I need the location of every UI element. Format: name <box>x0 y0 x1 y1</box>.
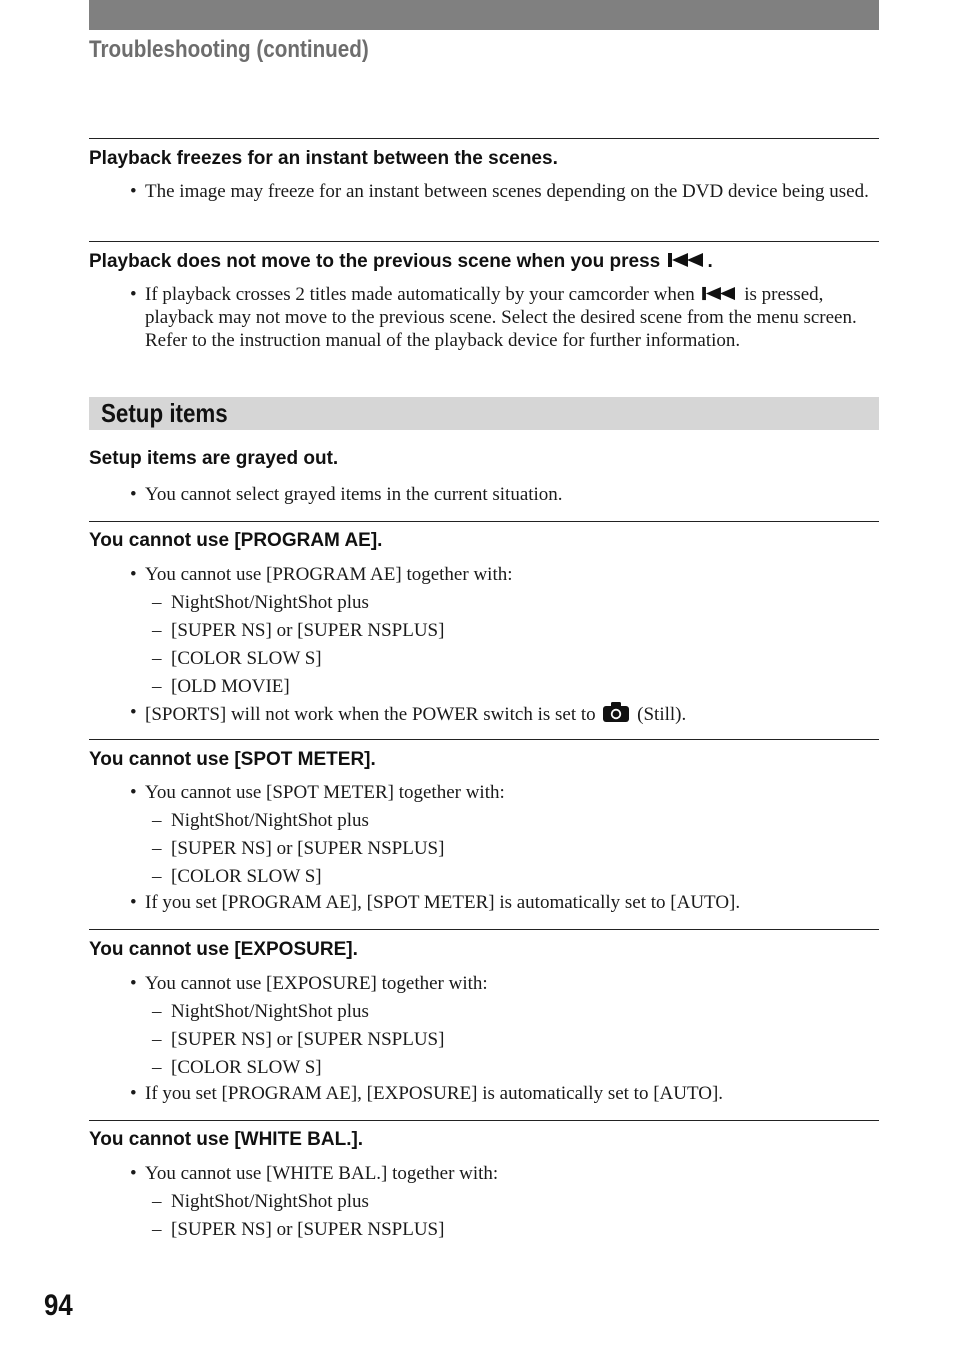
heading-spot-meter: You cannot use [SPOT METER]. <box>89 749 376 770</box>
bullet-item: • You cannot select grayed items in the current situation. <box>130 484 563 505</box>
section-header-setup-items <box>89 397 879 430</box>
list-item: – [COLOR SLOW S] <box>152 866 322 887</box>
divider <box>89 138 879 139</box>
list-item: – [SUPER NS] or [SUPER NSPLUS] <box>152 620 445 641</box>
bullet-item: • If you set [PROGRAM AE], [EXPOSURE] is automatically set to [AUTO]. <box>130 1083 724 1104</box>
heading-program-ae: You cannot use [PROGRAM AE]. <box>89 530 383 551</box>
divider <box>89 521 879 522</box>
bullet-item: • You cannot use [SPOT METER] together with: <box>130 782 505 803</box>
bullet-item: • If playback crosses 2 titles made automatically by your camcorder when is pressed, playback may not move to the previous scene. Select the desired scene from the menu screen. Refer to the instruction manual of the playback device for further information. <box>130 284 857 351</box>
list-item: – [SUPER NS] or [SUPER NSPLUS] <box>152 838 445 859</box>
list-item: – NightShot/NightShot plus <box>152 592 369 613</box>
camera-still-icon <box>602 701 630 723</box>
list-item: – [COLOR SLOW S] <box>152 648 322 669</box>
divider <box>89 1120 879 1121</box>
divider <box>89 739 879 740</box>
list-item: – NightShot/NightShot plus <box>152 1001 369 1022</box>
list-item: – [SUPER NS] or [SUPER NSPLUS] <box>152 1029 445 1050</box>
previous-scene-icon <box>702 286 738 301</box>
header-bar <box>89 0 879 30</box>
heading-playback-previous: Playback does not move to the previous scene when you press . <box>89 251 713 272</box>
bullet-item: • [SPORTS] will not work when the POWER switch is set to (Still). <box>130 702 687 725</box>
heading-exposure: You cannot use [EXPOSURE]. <box>89 939 358 960</box>
list-item: – [COLOR SLOW S] <box>152 1057 322 1078</box>
bullet-item: • You cannot use [PROGRAM AE] together with: <box>130 564 513 585</box>
bullet-item: • If you set [PROGRAM AE], [SPOT METER] is automatically set to [AUTO]. <box>130 892 741 913</box>
page-number: 94 <box>44 1289 73 1322</box>
heading-playback-freezes: Playback freezes for an instant between the scenes. <box>89 148 558 169</box>
bullet-item: • You cannot use [WHITE BAL.] together with: <box>130 1163 499 1184</box>
bullet-item: • You cannot use [EXPOSURE] together with: <box>130 973 488 994</box>
list-item: – NightShot/NightShot plus <box>152 1191 369 1212</box>
divider <box>89 241 879 242</box>
heading-white-bal: You cannot use [WHITE BAL.]. <box>89 1129 364 1150</box>
divider <box>89 929 879 930</box>
section-title: Setup items <box>101 398 228 428</box>
page-title: Troubleshooting (continued) <box>89 36 369 63</box>
list-item: – [OLD MOVIE] <box>152 676 290 697</box>
list-item: – [SUPER NS] or [SUPER NSPLUS] <box>152 1219 445 1240</box>
previous-scene-icon <box>668 252 706 268</box>
bullet-item: • The image may freeze for an instant between scenes depending on the DVD device being used. <box>130 181 869 202</box>
heading-setup-grayed: Setup items are grayed out. <box>89 448 339 469</box>
list-item: – NightShot/NightShot plus <box>152 810 369 831</box>
